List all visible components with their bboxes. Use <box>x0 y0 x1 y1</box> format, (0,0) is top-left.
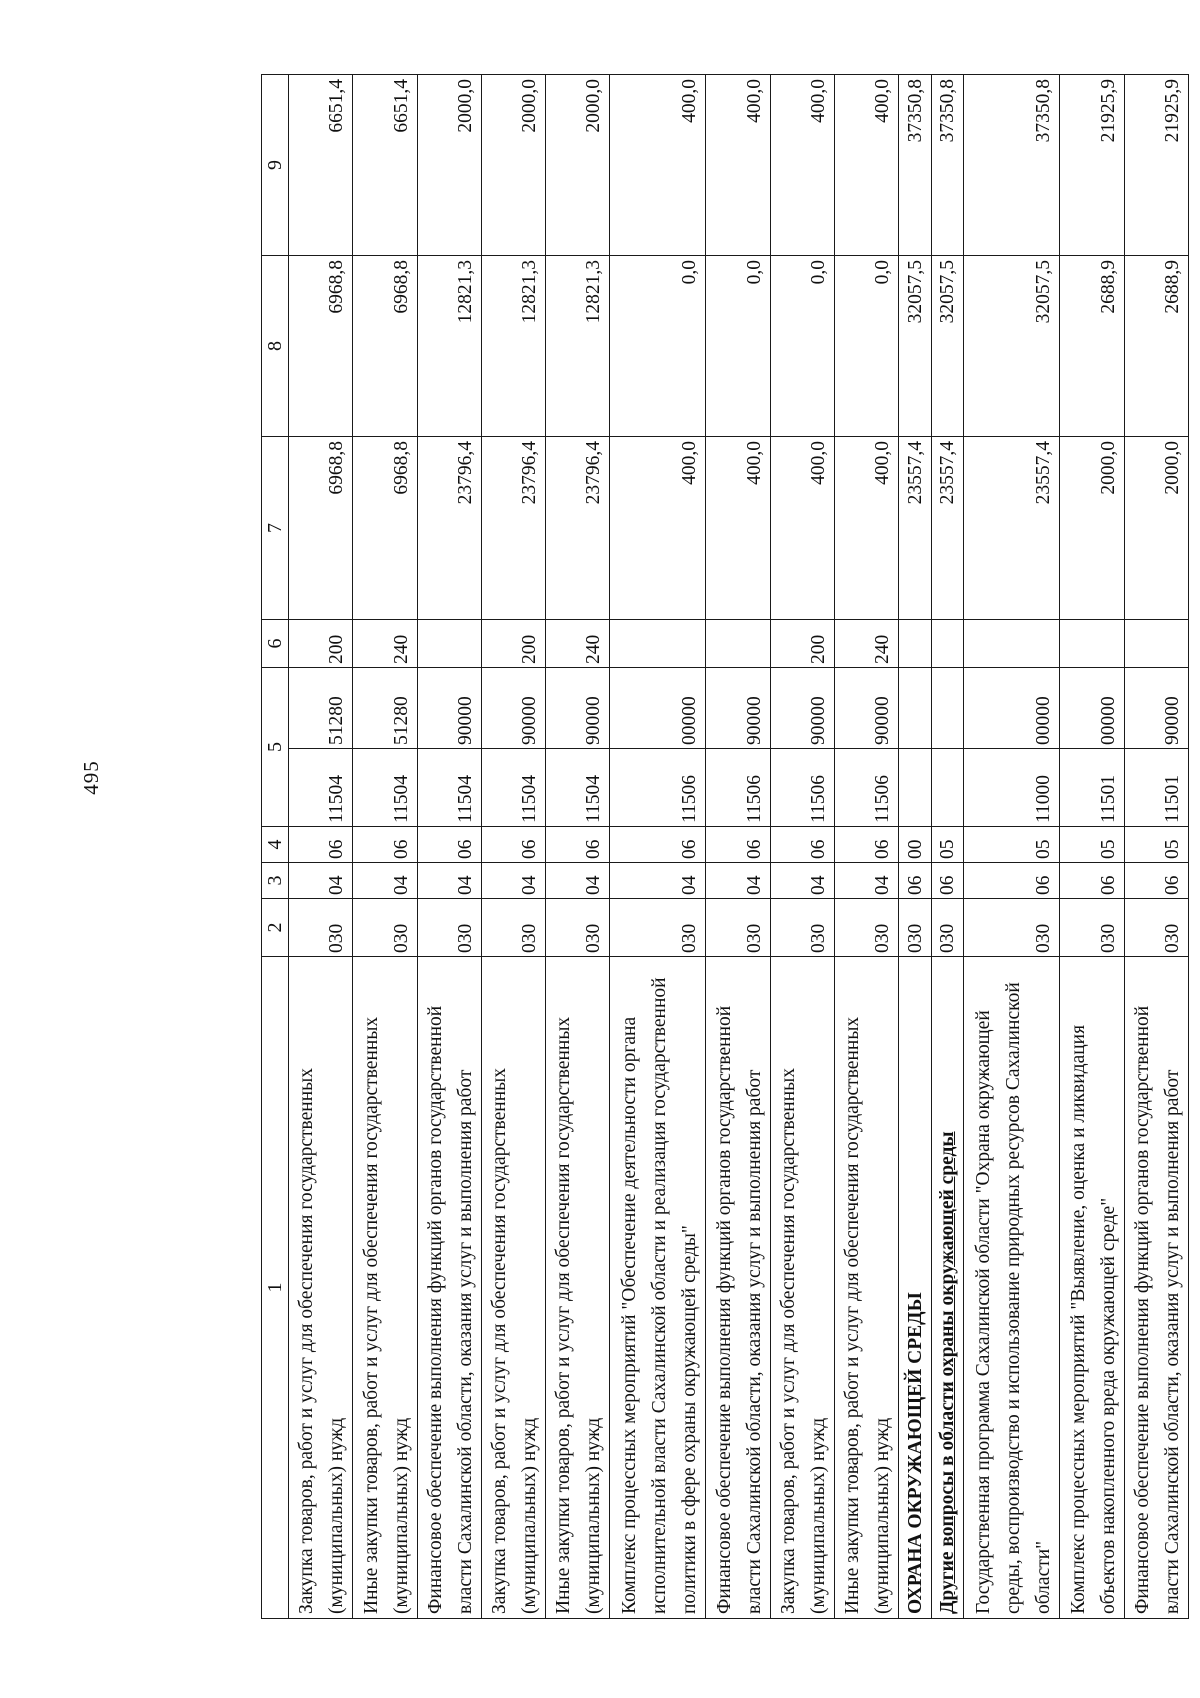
row-amount-col8: 0,0 <box>770 256 834 437</box>
row-description: Иные закупки товаров, работ и услуг для обеспечения государственных (муниципальных) нужд <box>353 957 417 1619</box>
row-target-article-direction: 90000 <box>1124 668 1188 749</box>
row-expense-type-code: 200 <box>481 620 545 668</box>
row-section-code: 04 <box>706 863 770 899</box>
table-row <box>1060 75 1124 1619</box>
row-section-code: 04 <box>546 863 610 899</box>
row-section-code: 04 <box>834 863 898 899</box>
row-section-code: 06 <box>964 863 1060 899</box>
row-description: Закупка товаров, работ и услуг для обеспечения государственных (муниципальных) нужд <box>481 957 545 1619</box>
row-amount-col9: 21925,9 <box>1124 75 1188 256</box>
row-section-code: 04 <box>481 863 545 899</box>
row-amount-col7: 23557,4 <box>931 437 964 620</box>
row-subsection-code: 06 <box>481 827 545 863</box>
row-section-code: 04 <box>289 863 353 899</box>
row-description: Закупка товаров, работ и услуг для обеспечения государственных (муниципальных) нужд <box>289 957 353 1619</box>
row-amount-col8: 2688,9 <box>1060 256 1124 437</box>
row-amount-col7: 6968,8 <box>289 437 353 620</box>
row-amount-col8: 12821,3 <box>546 256 610 437</box>
row-description: Государственная программа Сахалинской области "Охрана окружающей среды, воспроизводство и использование природных ресурсов Сахалинской области" <box>964 957 1060 1619</box>
row-target-article-direction: 90000 <box>834 668 898 749</box>
header-col-6: 6 <box>262 620 289 668</box>
table-row <box>417 75 481 1619</box>
row-amount-col7: 2000,0 <box>1060 437 1124 620</box>
row-amount-col9: 6651,4 <box>289 75 353 256</box>
row-expense-type-code: 240 <box>834 620 898 668</box>
row-description: Иные закупки товаров, работ и услуг для обеспечения государственных (муниципальных) нужд <box>546 957 610 1619</box>
header-col-1: 1 <box>262 957 289 1619</box>
row-target-article-program: 11504 <box>481 749 545 827</box>
row-ministry-code: 030 <box>610 899 706 957</box>
row-amount-col7: 23557,4 <box>899 437 932 620</box>
row-section-code: 06 <box>931 863 964 899</box>
table-row <box>834 75 898 1619</box>
row-ministry-code: 030 <box>1124 899 1188 957</box>
row-expense-type-code <box>899 620 932 668</box>
header-col-9: 9 <box>262 75 289 256</box>
row-amount-col8: 32057,5 <box>899 256 932 437</box>
row-target-article-direction: 51280 <box>289 668 353 749</box>
row-description: ОХРАНА ОКРУЖАЮЩЕЙ СРЕДЫ <box>899 957 932 1619</box>
row-amount-col7: 400,0 <box>610 437 706 620</box>
row-description: Другие вопросы в области охраны окружающей среды <box>931 957 964 1619</box>
row-amount-col7: 400,0 <box>834 437 898 620</box>
row-description: Финансовое обеспечение выполнения функций органов государственной власти Сахалинской области, оказания услуг и выполнения работ <box>1124 957 1188 1619</box>
row-amount-col8: 0,0 <box>706 256 770 437</box>
row-description: Иные закупки товаров, работ и услуг для обеспечения государственных (муниципальных) нужд <box>834 957 898 1619</box>
row-target-article-program <box>931 749 964 827</box>
row-section-code: 04 <box>610 863 706 899</box>
row-ministry-code: 030 <box>834 899 898 957</box>
row-ministry-code: 030 <box>1060 899 1124 957</box>
row-subsection-code: 06 <box>834 827 898 863</box>
row-ministry-code: 030 <box>770 899 834 957</box>
row-ministry-code: 030 <box>481 899 545 957</box>
row-expense-type-code <box>931 620 964 668</box>
row-ministry-code: 030 <box>353 899 417 957</box>
table-row <box>546 75 610 1619</box>
row-amount-col9: 6651,4 <box>353 75 417 256</box>
row-subsection-code: 05 <box>931 827 964 863</box>
row-ministry-code: 030 <box>706 899 770 957</box>
row-amount-col8: 12821,3 <box>481 256 545 437</box>
header-col-5: 5 <box>262 668 289 827</box>
row-subsection-code: 06 <box>706 827 770 863</box>
row-description: Комплекс процессных мероприятий "Выявление, оценка и ликвидация объектов накопленного вреда окружающей среде" <box>1060 957 1124 1619</box>
row-amount-col9: 400,0 <box>834 75 898 256</box>
row-section-code: 04 <box>353 863 417 899</box>
row-expense-type-code <box>964 620 1060 668</box>
row-amount-col9: 2000,0 <box>417 75 481 256</box>
row-description: Финансовое обеспечение выполнения функций органов государственной власти Сахалинской области, оказания услуг и выполнения работ <box>417 957 481 1619</box>
header-col-4: 4 <box>262 827 289 863</box>
row-description: Финансовое обеспечение выполнения функций органов государственной власти Сахалинской области, оказания услуг и выполнения работ <box>706 957 770 1619</box>
row-target-article-program: 11504 <box>289 749 353 827</box>
row-subsection-code: 05 <box>1124 827 1188 863</box>
header-col-7: 7 <box>262 437 289 620</box>
row-target-article-direction: 00000 <box>1060 668 1124 749</box>
row-target-article-direction: 90000 <box>546 668 610 749</box>
row-target-article-direction <box>931 668 964 749</box>
row-amount-col9: 400,0 <box>770 75 834 256</box>
row-expense-type-code <box>610 620 706 668</box>
row-amount-col7: 400,0 <box>706 437 770 620</box>
row-ministry-code: 030 <box>546 899 610 957</box>
row-amount-col8: 2688,9 <box>1124 256 1188 437</box>
row-target-article-direction: 90000 <box>417 668 481 749</box>
row-target-article-program: 11504 <box>353 749 417 827</box>
row-description: Комплекс процессных мероприятий "Обеспечение деятельности органа исполнительной власти Сахалинской области и реализация государственной политики в сфере охраны окружающей среды" <box>610 957 706 1619</box>
row-expense-type-code <box>1124 620 1188 668</box>
row-section-code: 06 <box>1124 863 1188 899</box>
row-expense-type-code <box>1060 620 1124 668</box>
row-amount-col8: 6968,8 <box>353 256 417 437</box>
row-target-article-direction: 90000 <box>770 668 834 749</box>
row-target-article-program: 11506 <box>706 749 770 827</box>
row-subsection-code: 06 <box>353 827 417 863</box>
row-subsection-code: 06 <box>610 827 706 863</box>
row-amount-col7: 6968,8 <box>353 437 417 620</box>
row-ministry-code: 030 <box>899 899 932 957</box>
row-ministry-code: 030 <box>964 899 1060 957</box>
row-expense-type-code <box>706 620 770 668</box>
row-subsection-code: 06 <box>417 827 481 863</box>
table-row <box>899 75 932 1619</box>
row-target-article-direction: 90000 <box>706 668 770 749</box>
row-section-code: 06 <box>899 863 932 899</box>
row-amount-col7: 23796,4 <box>417 437 481 620</box>
row-target-article-program: 11506 <box>610 749 706 827</box>
row-description: Закупка товаров, работ и услуг для обеспечения государственных (муниципальных) нужд <box>770 957 834 1619</box>
row-target-article-program: 11506 <box>834 749 898 827</box>
row-amount-col7: 400,0 <box>770 437 834 620</box>
row-target-article-direction <box>899 668 932 749</box>
table-row <box>931 75 964 1619</box>
row-target-article-direction: 90000 <box>481 668 545 749</box>
table-row <box>289 75 353 1619</box>
row-amount-col9: 400,0 <box>610 75 706 256</box>
row-target-article-program <box>899 749 932 827</box>
row-expense-type-code: 240 <box>353 620 417 668</box>
table-row <box>481 75 545 1619</box>
row-target-article-direction: 00000 <box>964 668 1060 749</box>
table-header <box>262 75 289 1619</box>
row-section-code: 04 <box>770 863 834 899</box>
table-row <box>770 75 834 1619</box>
row-expense-type-code: 240 <box>546 620 610 668</box>
budget-table-container <box>261 75 1189 1619</box>
row-amount-col9: 37350,8 <box>931 75 964 256</box>
row-amount-col8: 32057,5 <box>964 256 1060 437</box>
row-expense-type-code <box>417 620 481 668</box>
row-subsection-code: 06 <box>546 827 610 863</box>
row-expense-type-code: 200 <box>770 620 834 668</box>
header-col-2: 2 <box>262 899 289 957</box>
row-subsection-code: 00 <box>899 827 932 863</box>
table-row <box>1124 75 1188 1619</box>
row-ministry-code: 030 <box>289 899 353 957</box>
row-section-code: 04 <box>417 863 481 899</box>
row-amount-col8: 32057,5 <box>931 256 964 437</box>
row-amount-col8: 0,0 <box>834 256 898 437</box>
row-amount-col8: 6968,8 <box>289 256 353 437</box>
table-row <box>706 75 770 1619</box>
row-target-article-program: 11501 <box>1124 749 1188 827</box>
row-target-article-program: 11504 <box>546 749 610 827</box>
row-target-article-program: 11501 <box>1060 749 1124 827</box>
table-row <box>353 75 417 1619</box>
row-target-article-program: 11506 <box>770 749 834 827</box>
row-amount-col9: 21925,9 <box>1060 75 1124 256</box>
row-target-article-direction: 51280 <box>353 668 417 749</box>
header-col-3: 3 <box>262 863 289 899</box>
row-expense-type-code: 200 <box>289 620 353 668</box>
row-amount-col9: 2000,0 <box>546 75 610 256</box>
row-subsection-code: 06 <box>289 827 353 863</box>
page-number: 495 <box>78 760 103 795</box>
header-col-8: 8 <box>262 256 289 437</box>
row-target-article-program: 11504 <box>417 749 481 827</box>
row-ministry-code: 030 <box>417 899 481 957</box>
row-subsection-code: 06 <box>770 827 834 863</box>
row-section-code: 06 <box>1060 863 1124 899</box>
row-amount-col9: 2000,0 <box>481 75 545 256</box>
budget-table <box>261 74 1189 1619</box>
row-amount-col9: 37350,8 <box>964 75 1060 256</box>
row-amount-col7: 23796,4 <box>481 437 545 620</box>
row-amount-col8: 0,0 <box>610 256 706 437</box>
row-target-article-direction: 00000 <box>610 668 706 749</box>
row-subsection-code: 05 <box>964 827 1060 863</box>
row-amount-col7: 23557,4 <box>964 437 1060 620</box>
row-subsection-code: 05 <box>1060 827 1124 863</box>
row-amount-col9: 400,0 <box>706 75 770 256</box>
table-row <box>964 75 1060 1619</box>
row-amount-col8: 12821,3 <box>417 256 481 437</box>
row-amount-col9: 37350,8 <box>899 75 932 256</box>
row-ministry-code: 030 <box>931 899 964 957</box>
row-amount-col7: 23796,4 <box>546 437 610 620</box>
row-amount-col7: 2000,0 <box>1124 437 1188 620</box>
table-row <box>610 75 706 1619</box>
table-body <box>289 75 1189 1619</box>
row-target-article-program: 11000 <box>964 749 1060 827</box>
